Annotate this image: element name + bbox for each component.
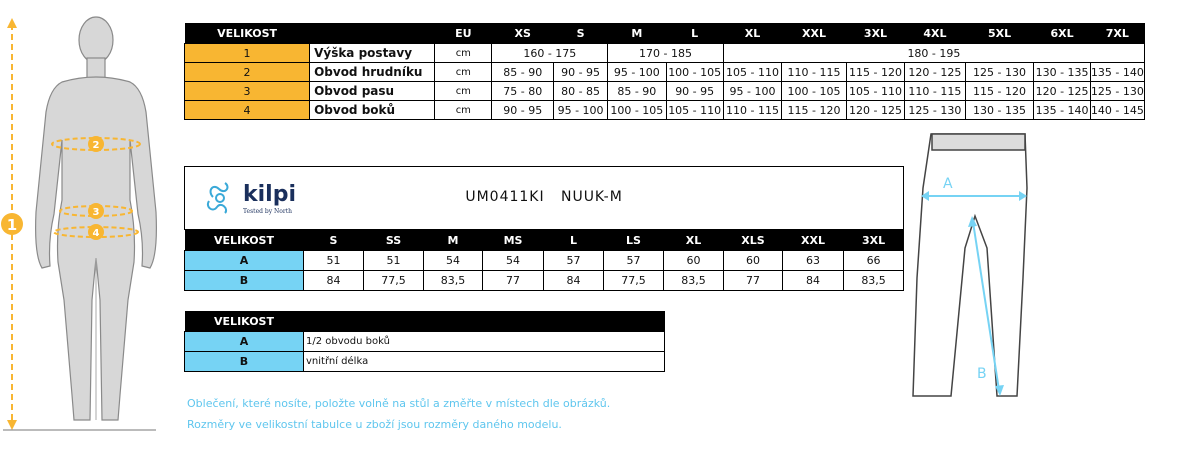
table-cell: 60	[664, 251, 724, 271]
table-cell: 100 - 105	[782, 82, 847, 101]
header-cell: MS	[503, 233, 523, 247]
table-cell: 75 - 80	[492, 82, 553, 101]
row-unit: cm	[435, 44, 492, 63]
model-note: Rozměry ve velikostní tabulce u zboží jsou rozměry daného modelu.	[187, 418, 562, 431]
table-cell: 100 - 105	[666, 63, 723, 82]
table-cell: 90 - 95	[553, 63, 607, 82]
table-cell: 170 - 185	[608, 44, 724, 63]
table-cell: 51	[364, 251, 424, 271]
table-row	[185, 101, 1145, 120]
measurement-legend-table	[184, 311, 665, 372]
table-cell: 83,5	[424, 271, 483, 291]
marker-2-label: 2	[92, 140, 100, 151]
table-cell: 130 - 135	[1034, 63, 1090, 82]
table-cell: 57	[604, 251, 664, 271]
table-cell: 180 - 195	[723, 44, 1144, 63]
table-cell: 80 - 85	[553, 82, 607, 101]
header-cell: S	[576, 26, 585, 40]
header-cell	[310, 23, 435, 44]
table-row	[185, 251, 904, 271]
header-cell: M	[631, 26, 643, 40]
logo-tagline: Tested by North	[243, 208, 293, 215]
table-row	[185, 63, 1145, 82]
table-cell: 140 - 145	[1090, 101, 1144, 120]
table-cell: 77,5	[364, 271, 424, 291]
header-cell: XL	[744, 26, 761, 40]
logo-wordmark: kilpi	[243, 182, 297, 207]
header-cell: EU	[455, 26, 472, 40]
table-cell: 60	[724, 251, 783, 271]
table-cell: 85 - 90	[492, 63, 553, 82]
marker-4-label: 4	[92, 228, 100, 239]
header-cell: VELIKOST	[214, 233, 274, 247]
table-cell: 84	[544, 271, 604, 291]
table-cell: 77	[483, 271, 544, 291]
table-cell: 51	[304, 251, 364, 271]
table-cell: 54	[424, 251, 483, 271]
legend-header	[185, 311, 665, 332]
row-unit: cm	[435, 63, 492, 82]
table-cell: 125 - 130	[965, 63, 1034, 82]
table-cell: 135 - 140	[1090, 63, 1144, 82]
marker-1-label: 1	[6, 216, 18, 234]
table-cell: 66	[844, 251, 904, 271]
table-cell: 110 - 115	[723, 101, 781, 120]
product-model: UM0411KI	[465, 189, 545, 205]
table-row	[185, 352, 665, 372]
header-cell: 6XL	[1050, 26, 1074, 40]
table-cell: 84	[304, 271, 364, 291]
pants-table-header	[185, 230, 904, 251]
header-cell: XS	[514, 26, 531, 40]
row-label: Obvod hrudníku	[310, 63, 435, 82]
product-size-table	[184, 166, 904, 291]
table-cell: 90 - 95	[492, 101, 553, 120]
table-cell: 130 - 135	[965, 101, 1034, 120]
row-label: A	[185, 332, 304, 352]
table-cell: 83,5	[844, 271, 904, 291]
table-row	[185, 44, 1145, 63]
header-cell: VELIKOST	[214, 314, 274, 328]
table-cell: 105 - 110	[723, 63, 781, 82]
measuring-note: Oblečení, které nosíte, položte volně na stůl a změřte v místech dle obrázků.	[187, 397, 611, 410]
row-number: 3	[185, 82, 310, 101]
header-cell: 4XL	[923, 26, 947, 40]
header-cell: 7XL	[1105, 26, 1129, 40]
row-label: Obvod pasu	[310, 82, 435, 101]
table-cell: 77	[724, 271, 783, 291]
table-cell: 160 - 175	[492, 44, 608, 63]
row-unit: cm	[435, 82, 492, 101]
header-cell: VELIKOST	[217, 26, 277, 40]
table-cell: 115 - 120	[846, 63, 904, 82]
header-cell: 3XL	[863, 26, 888, 40]
table-cell: 54	[483, 251, 544, 271]
table-row	[185, 271, 904, 291]
header-cell: L	[691, 26, 699, 40]
header-cell: LS	[626, 233, 641, 247]
header-cell: L	[569, 233, 577, 247]
row-number: 2	[185, 63, 310, 82]
header-cell: 3XL	[861, 233, 886, 247]
table-cell: 115 - 120	[782, 101, 847, 120]
header-cell: XL	[685, 233, 702, 247]
table-cell: 83,5	[664, 271, 724, 291]
table-cell: 63	[783, 251, 844, 271]
row-number: 4	[185, 101, 310, 120]
row-label: Výška postavy	[310, 44, 435, 63]
row-label: Obvod boků	[310, 101, 435, 120]
row-number: 1	[185, 44, 310, 63]
table-cell: 125 - 130	[905, 101, 965, 120]
product-header	[185, 167, 904, 230]
header-cell: XXL	[802, 26, 826, 40]
row-description: 1/2 obvodu boků	[304, 332, 665, 352]
body-size-table	[184, 23, 1145, 120]
header-cell: 5XL	[987, 26, 1012, 40]
size-table-header	[185, 23, 1145, 44]
table-cell: 105 - 110	[666, 101, 723, 120]
table-cell: 90 - 95	[666, 82, 723, 101]
row-label: B	[185, 271, 304, 291]
row-label: B	[185, 352, 304, 372]
row-description: vnitřní délka	[304, 352, 665, 372]
table-cell: 120 - 125	[905, 63, 965, 82]
header-cell: SS	[385, 233, 402, 247]
table-cell: 120 - 125	[1034, 82, 1090, 101]
table-cell: 57	[544, 251, 604, 271]
table-cell: 125 - 130	[1090, 82, 1144, 101]
table-cell: 85 - 90	[608, 82, 666, 101]
table-cell: 115 - 120	[965, 82, 1034, 101]
product-name: NUUK-M	[560, 189, 623, 205]
pants-diagram	[905, 128, 1030, 408]
product-title	[185, 189, 903, 205]
table-cell: 84	[783, 271, 844, 291]
pants-outline	[913, 134, 1027, 396]
pants-label-b: B	[977, 366, 987, 382]
table-row	[185, 332, 665, 352]
product-header-row	[185, 167, 904, 230]
table-cell: 135 - 140	[1034, 101, 1090, 120]
header-cell: XXL	[801, 233, 825, 247]
row-unit: cm	[435, 101, 492, 120]
height-arrow-top	[7, 18, 17, 28]
table-cell: 120 - 125	[846, 101, 904, 120]
table-cell: 95 - 100	[723, 82, 781, 101]
table-cell: 110 - 115	[905, 82, 965, 101]
table-cell: 95 - 100	[608, 63, 666, 82]
row-label: A	[185, 251, 304, 271]
body-measurement-figure	[0, 0, 180, 476]
header-cell: M	[447, 233, 459, 247]
table-row	[185, 82, 1145, 101]
header-cell: XLS	[741, 233, 765, 247]
table-cell: 77,5	[604, 271, 664, 291]
header-cell	[304, 311, 665, 332]
pants-waistband	[932, 134, 1025, 150]
table-cell: 100 - 105	[608, 101, 666, 120]
table-cell: 95 - 100	[553, 101, 607, 120]
height-arrow-bottom	[7, 420, 17, 430]
marker-3-label: 3	[92, 207, 100, 218]
table-cell: 105 - 110	[846, 82, 904, 101]
header-cell: S	[329, 233, 338, 247]
table-cell: 110 - 115	[782, 63, 847, 82]
pants-label-a: A	[943, 176, 953, 192]
